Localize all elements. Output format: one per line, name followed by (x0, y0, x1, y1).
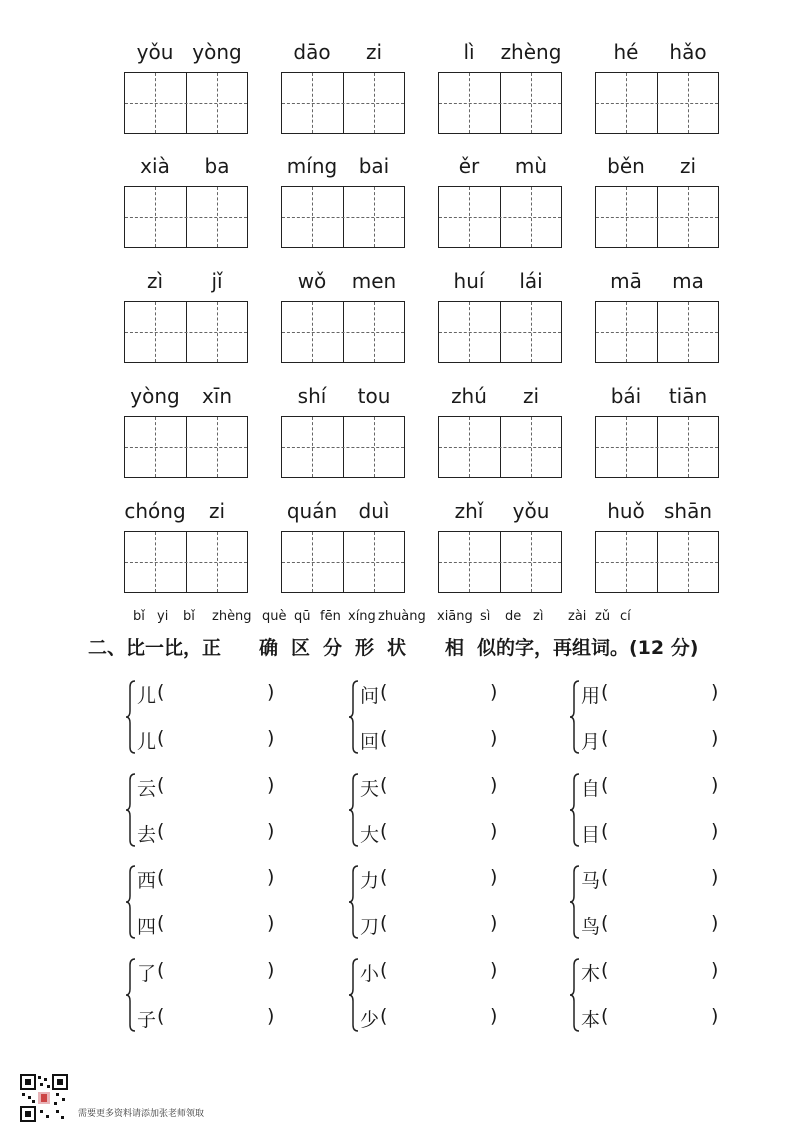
title-text-part: 似的字，再组词。(12 分) (477, 637, 699, 659)
word-pinyin (124, 499, 248, 529)
word-answer-line[interactable] (137, 866, 327, 896)
close-paren: ) (490, 727, 498, 749)
syllable-pinyin: quán (286, 499, 338, 523)
character-pair (348, 955, 548, 1035)
tianzi-grid-box[interactable] (595, 416, 719, 478)
grid-guide-line (312, 417, 313, 477)
word-answer-line[interactable] (137, 681, 327, 711)
section2-title-pinyin (0, 609, 800, 631)
word-answer-line[interactable] (360, 681, 550, 711)
grid-guide-line (688, 532, 689, 592)
grid-guide-line (596, 447, 718, 448)
open-paren: ( (157, 681, 165, 703)
grid-guide-line (596, 103, 718, 104)
open-paren: ( (157, 820, 165, 842)
word-answer-line[interactable] (360, 866, 550, 896)
compare-character: 问 (360, 685, 380, 707)
character-pair (569, 955, 769, 1035)
character-pair (125, 955, 325, 1035)
character-pair (348, 862, 548, 942)
left-brace-icon (569, 955, 581, 1035)
close-paren: ) (711, 774, 719, 796)
grid-guide-line (125, 562, 247, 563)
syllable-pinyin: hé (613, 40, 639, 64)
character-pair (569, 677, 769, 757)
grid-guide-line (155, 302, 156, 362)
syllable-pinyin: shān (663, 499, 713, 523)
syllable-pinyin: tiān (668, 384, 708, 408)
open-paren: ( (157, 727, 165, 749)
word-answer-line[interactable] (360, 912, 550, 942)
word-answer-line[interactable] (581, 912, 771, 942)
tianzi-grid-box[interactable] (595, 186, 719, 248)
tianzi-grid-box[interactable] (124, 72, 248, 134)
title-syllable-pinyin: zì (533, 609, 544, 624)
grid-guide-line (374, 73, 375, 133)
left-brace-icon (125, 862, 137, 942)
character-pair (125, 770, 325, 850)
title-syllable-pinyin: què (262, 609, 287, 624)
title-syllable-pinyin: cí (620, 609, 631, 624)
word-pinyin (595, 499, 719, 529)
title-syllable-pinyin: zǔ (595, 609, 611, 624)
syllable-pinyin: tou (357, 384, 391, 408)
grid-guide-line (596, 562, 718, 563)
open-paren: ( (157, 774, 165, 796)
open-paren: ( (380, 681, 388, 703)
tianzi-grid-box[interactable] (595, 531, 719, 593)
close-paren: ) (711, 820, 719, 842)
word-answer-line[interactable] (137, 774, 327, 804)
open-paren: ( (380, 727, 388, 749)
syllable-pinyin: yòng (192, 40, 242, 64)
character-pair (569, 862, 769, 942)
word-answer-line[interactable] (360, 727, 550, 757)
syllable-pinyin: huǒ (607, 499, 645, 523)
syllable-pinyin: zhèng (500, 40, 562, 64)
syllable-pinyin: ěr (458, 154, 480, 178)
close-paren: ) (490, 959, 498, 981)
syllable-pinyin: bái (610, 384, 642, 408)
open-paren: ( (601, 681, 609, 703)
word-pinyin (124, 40, 248, 70)
grid-guide-line (626, 532, 627, 592)
grid-guide-line (469, 417, 470, 477)
close-paren: ) (267, 866, 275, 888)
close-paren: ) (267, 681, 275, 703)
word-pinyin (438, 499, 562, 529)
open-paren: ( (601, 820, 609, 842)
syllable-pinyin: shí (297, 384, 327, 408)
grid-guide-line (626, 73, 627, 133)
character-pair (125, 677, 325, 757)
syllable-pinyin: zhú (451, 384, 487, 408)
grid-guide-line (596, 332, 718, 333)
word-answer-line[interactable] (137, 959, 327, 989)
title-syllable-pinyin: zài (568, 609, 587, 624)
close-paren: ) (711, 1005, 719, 1027)
word-pinyin (438, 154, 562, 184)
open-paren: ( (380, 866, 388, 888)
word-pinyin (595, 40, 719, 70)
title-syllable-pinyin: xíng (348, 609, 376, 624)
title-syllable-pinyin: fēn (320, 609, 341, 624)
footer-note: 需要更多资料请添加张老师领取 (78, 1109, 205, 1119)
compare-character: 了 (137, 963, 157, 985)
title-syllable-pinyin: yi (157, 609, 169, 624)
left-brace-icon (125, 677, 137, 757)
open-paren: ( (380, 1005, 388, 1027)
syllable-pinyin: zhǐ (454, 499, 484, 523)
tianzi-grid-box[interactable] (124, 416, 248, 478)
close-paren: ) (711, 912, 719, 934)
grid-guide-line (469, 302, 470, 362)
open-paren: ( (380, 774, 388, 796)
close-paren: ) (490, 912, 498, 934)
left-brace-icon (569, 770, 581, 850)
title-syllable-pinyin: qū (294, 609, 311, 624)
compare-character: 儿 (137, 731, 157, 753)
tianzi-grid-box[interactable] (281, 186, 405, 248)
open-paren: ( (157, 866, 165, 888)
left-brace-icon (569, 862, 581, 942)
word-pinyin (281, 154, 405, 184)
grid-guide-line (217, 187, 218, 247)
compare-character: 刀 (360, 916, 380, 938)
character-pair (569, 770, 769, 850)
syllable-pinyin: zi (365, 40, 383, 64)
syllable-pinyin: lái (519, 269, 543, 293)
syllable-pinyin: hǎo (669, 40, 707, 64)
tianzi-grid-box[interactable] (595, 72, 719, 134)
grid-guide-line (282, 562, 404, 563)
left-brace-icon (348, 862, 360, 942)
open-paren: ( (157, 912, 165, 934)
tianzi-grid-box[interactable] (438, 72, 562, 134)
compare-character: 去 (137, 824, 157, 846)
word-pinyin (438, 269, 562, 299)
tianzi-grid-box[interactable] (124, 186, 248, 248)
word-pinyin (281, 269, 405, 299)
character-pair (348, 770, 548, 850)
compare-character: 云 (137, 778, 157, 800)
syllable-pinyin: běn (607, 154, 645, 178)
syllable-pinyin: zi (208, 499, 226, 523)
grid-guide-line (125, 447, 247, 448)
grid-guide-line (155, 187, 156, 247)
close-paren: ) (267, 959, 275, 981)
footer (20, 1074, 420, 1124)
word-pinyin (281, 499, 405, 529)
syllable-pinyin: yǒu (512, 499, 550, 523)
syllable-pinyin: dāo (293, 40, 331, 64)
left-brace-icon (348, 677, 360, 757)
grid-guide-line (626, 302, 627, 362)
left-brace-icon (348, 955, 360, 1035)
grid-guide-line (312, 187, 313, 247)
title-syllable-pinyin: bǐ (133, 609, 145, 624)
grid-guide-line (217, 417, 218, 477)
word-answer-line[interactable] (360, 774, 550, 804)
syllable-pinyin: zi (522, 384, 540, 408)
left-brace-icon (125, 955, 137, 1035)
word-pinyin (281, 384, 405, 414)
close-paren: ) (490, 774, 498, 796)
syllable-pinyin: mù (514, 154, 548, 178)
word-answer-line[interactable] (137, 820, 327, 850)
grid-guide-line (439, 332, 561, 333)
syllable-pinyin: yǒu (136, 40, 174, 64)
compare-character: 小 (360, 963, 380, 985)
qr-code-icon (20, 1074, 68, 1122)
close-paren: ) (711, 681, 719, 703)
left-brace-icon (569, 677, 581, 757)
syllable-pinyin: men (351, 269, 397, 293)
left-brace-icon (348, 770, 360, 850)
grid-guide-line (439, 447, 561, 448)
title-syllable-pinyin: sì (480, 609, 491, 624)
compare-character: 天 (360, 778, 380, 800)
tianzi-grid-box[interactable] (438, 301, 562, 363)
open-paren: ( (601, 866, 609, 888)
word-answer-line[interactable] (581, 1005, 771, 1035)
compare-character: 本 (581, 1009, 601, 1031)
close-paren: ) (267, 727, 275, 749)
word-pinyin (438, 384, 562, 414)
compare-character: 儿 (137, 685, 157, 707)
close-paren: ) (267, 774, 275, 796)
tianzi-grid-box[interactable] (438, 531, 562, 593)
grid-guide-line (282, 103, 404, 104)
grid-guide-line (125, 217, 247, 218)
grid-guide-line (688, 187, 689, 247)
compare-character: 少 (360, 1009, 380, 1031)
grid-guide-line (155, 532, 156, 592)
grid-guide-line (688, 302, 689, 362)
word-answer-line[interactable] (581, 820, 771, 850)
grid-guide-line (688, 417, 689, 477)
compare-character: 大 (360, 824, 380, 846)
tianzi-grid-box[interactable] (124, 301, 248, 363)
grid-guide-line (531, 302, 532, 362)
title-text-part: 确 (259, 637, 279, 659)
grid-guide-line (531, 73, 532, 133)
syllable-pinyin: yòng (130, 384, 180, 408)
word-pinyin (595, 269, 719, 299)
open-paren: ( (380, 820, 388, 842)
grid-guide-line (469, 532, 470, 592)
grid-guide-line (439, 562, 561, 563)
tianzi-grid-box[interactable] (595, 301, 719, 363)
title-text-part: 分 (323, 637, 343, 659)
grid-guide-line (312, 302, 313, 362)
grid-guide-line (626, 187, 627, 247)
open-paren: ( (380, 959, 388, 981)
grid-guide-line (217, 302, 218, 362)
word-answer-line[interactable] (360, 1005, 550, 1035)
open-paren: ( (157, 1005, 165, 1027)
title-text-part: 二、比一比，正 (88, 637, 222, 659)
compare-character: 鸟 (581, 916, 601, 938)
grid-guide-line (217, 532, 218, 592)
word-pinyin (595, 384, 719, 414)
tianzi-grid-box[interactable] (281, 72, 405, 134)
character-pair (348, 677, 548, 757)
grid-guide-line (125, 103, 247, 104)
tianzi-grid-box[interactable] (281, 531, 405, 593)
tianzi-grid-box[interactable] (281, 416, 405, 478)
compare-character: 马 (581, 870, 601, 892)
syllable-pinyin: duì (358, 499, 390, 523)
tianzi-grid-box[interactable] (438, 186, 562, 248)
title-syllable-pinyin: zhèng (212, 609, 252, 624)
grid-guide-line (374, 532, 375, 592)
syllable-pinyin: ba (204, 154, 230, 178)
syllable-pinyin: huí (453, 269, 485, 293)
syllable-pinyin: xīn (201, 384, 233, 408)
word-pinyin (124, 154, 248, 184)
syllable-pinyin: chóng (124, 499, 186, 523)
title-text-part: 相 (445, 637, 465, 659)
word-pinyin (595, 154, 719, 184)
grid-guide-line (531, 417, 532, 477)
open-paren: ( (601, 1005, 609, 1027)
grid-guide-line (531, 532, 532, 592)
close-paren: ) (490, 681, 498, 703)
tianzi-grid-box[interactable] (124, 531, 248, 593)
word-answer-line[interactable] (581, 959, 771, 989)
word-answer-line[interactable] (137, 912, 327, 942)
grid-guide-line (374, 302, 375, 362)
word-answer-line[interactable] (137, 1005, 327, 1035)
title-text-part: 状 (387, 637, 407, 659)
grid-guide-line (282, 332, 404, 333)
grid-guide-line (469, 187, 470, 247)
grid-guide-line (439, 103, 561, 104)
tianzi-grid-box[interactable] (281, 301, 405, 363)
compare-character: 用 (581, 685, 601, 707)
grid-guide-line (155, 73, 156, 133)
grid-guide-line (282, 447, 404, 448)
title-syllable-pinyin: bǐ (183, 609, 195, 624)
title-text-part: 区 (291, 637, 311, 659)
word-answer-line[interactable] (137, 727, 327, 757)
compare-character: 力 (360, 870, 380, 892)
syllable-pinyin: xià (140, 154, 170, 178)
open-paren: ( (601, 912, 609, 934)
open-paren: ( (601, 959, 609, 981)
tianzi-grid-box[interactable] (438, 416, 562, 478)
character-pair (125, 862, 325, 942)
compare-character: 回 (360, 731, 380, 753)
grid-guide-line (596, 217, 718, 218)
syllable-pinyin: zi (679, 154, 697, 178)
grid-guide-line (469, 73, 470, 133)
title-syllable-pinyin: zhuàng (378, 609, 426, 624)
grid-guide-line (125, 332, 247, 333)
grid-guide-line (282, 217, 404, 218)
open-paren: ( (601, 774, 609, 796)
word-answer-line[interactable] (581, 774, 771, 804)
word-pinyin (124, 384, 248, 414)
compare-character: 自 (581, 778, 601, 800)
grid-guide-line (688, 73, 689, 133)
open-paren: ( (380, 912, 388, 934)
syllable-pinyin: míng (286, 154, 338, 178)
word-answer-line[interactable] (581, 866, 771, 896)
grid-guide-line (626, 417, 627, 477)
grid-guide-line (217, 73, 218, 133)
grid-guide-line (531, 187, 532, 247)
grid-guide-line (155, 417, 156, 477)
compare-character: 西 (137, 870, 157, 892)
left-brace-icon (125, 770, 137, 850)
grid-guide-line (312, 532, 313, 592)
compare-character: 四 (137, 916, 157, 938)
compare-character: 目 (581, 824, 601, 846)
syllable-pinyin: lì (463, 40, 475, 64)
syllable-pinyin: ma (672, 269, 704, 293)
close-paren: ) (711, 866, 719, 888)
close-paren: ) (711, 959, 719, 981)
word-pinyin (438, 40, 562, 70)
close-paren: ) (490, 1005, 498, 1027)
close-paren: ) (490, 866, 498, 888)
close-paren: ) (267, 912, 275, 934)
close-paren: ) (490, 820, 498, 842)
close-paren: ) (267, 820, 275, 842)
word-pinyin (281, 40, 405, 70)
compare-character: 月 (581, 731, 601, 753)
title-text-part: 形 (355, 637, 375, 659)
word-answer-line[interactable] (581, 727, 771, 757)
syllable-pinyin: mā (610, 269, 642, 293)
syllable-pinyin: bai (358, 154, 390, 178)
grid-guide-line (374, 417, 375, 477)
title-syllable-pinyin: de (505, 609, 522, 624)
syllable-pinyin: zì (146, 269, 164, 293)
syllable-pinyin: wǒ (297, 269, 327, 293)
open-paren: ( (601, 727, 609, 749)
syllable-pinyin: jǐ (211, 269, 223, 293)
title-syllable-pinyin: xiāng (437, 609, 473, 624)
word-answer-line[interactable] (581, 681, 771, 711)
grid-guide-line (439, 217, 561, 218)
compare-character: 木 (581, 963, 601, 985)
word-answer-line[interactable] (360, 820, 550, 850)
open-paren: ( (157, 959, 165, 981)
grid-guide-line (374, 187, 375, 247)
word-answer-line[interactable] (360, 959, 550, 989)
grid-guide-line (312, 73, 313, 133)
compare-character: 子 (137, 1009, 157, 1031)
close-paren: ) (267, 1005, 275, 1027)
close-paren: ) (711, 727, 719, 749)
word-pinyin (124, 269, 248, 299)
